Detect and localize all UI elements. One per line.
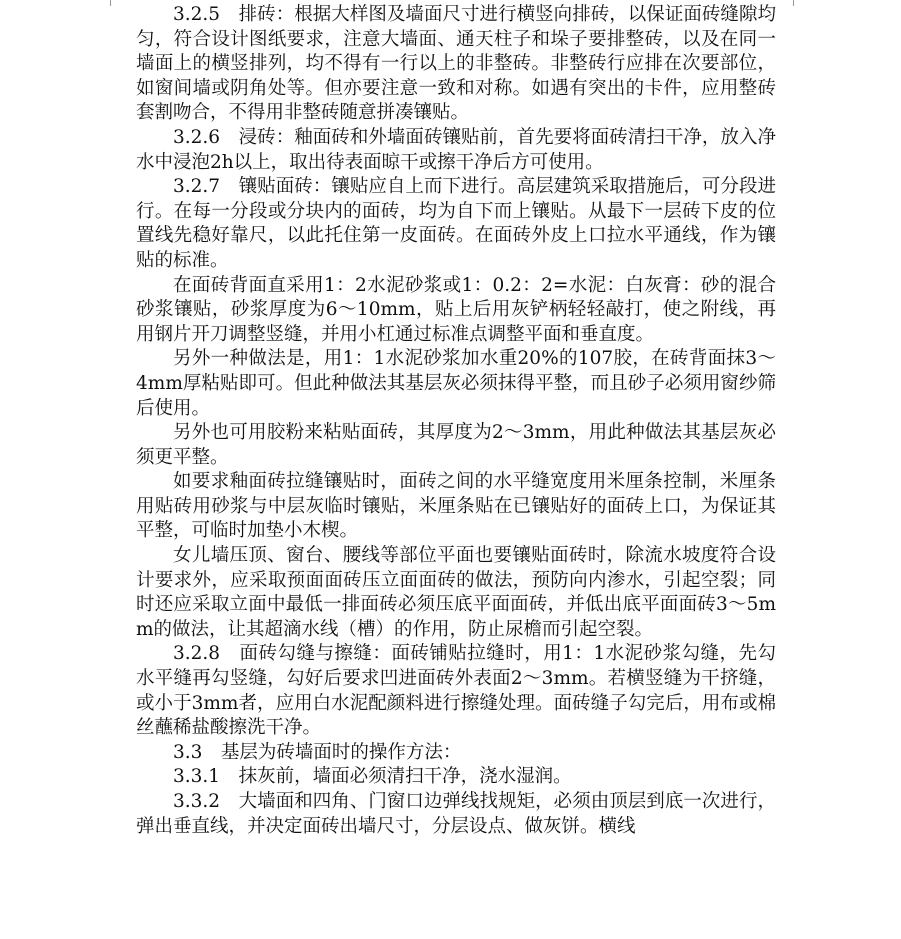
paragraph-3-2-6-soaking-bricks: 3.2.6 浸砖：釉面砖和外墙面砖镶贴前，首先要将面砖清扫干净，放入净水中浸泡2h以上，取出待表面晾干或擦干净后方可使用。 (136, 126, 776, 173)
paragraph-parapet-windowsill: 女儿墙压顶、窗台、腰线等部位平面也要镶贴面砖时，除流水坡度符合设计要求外，应采取预面面砖压立面面砖的做法，预防向内渗水，引起空裂；同时还应采取立面中最低一排面砖必须压底平面面砖，并低出底平面面砖3～5mm的做法，让其超滴水线（槽）的作用，防止尿檐而引起空裂。 (136, 545, 776, 640)
paragraph-3-3-1-cleaning: 3.3.1 抹灰前，墙面必须清扫干净，浇水湿润。 (173, 766, 572, 788)
paragraph-3-2-5-brick-layout: 3.2.5 排砖：根据大样图及墙面尺寸进行横竖向排砖，以保证面砖缝隙均匀，符合设计图纸要求，注意大墙面、通天柱子和垛子要排整砖，以及在同一墙面上的横竖排列，均不得有一行以上的非整砖。非整砖行应排在次要部位，如窗间墙或阴角处等。但亦要注意一致和对称。如遇有突出的卡件，应用整砖套割吻合，不得用非整砖随意拼凑镶贴。 (136, 4, 776, 124)
paragraph-alternative-107-glue: 另外一种做法是，用1：1水泥砂浆加水重20%的107胶，在砖背面抹3～4mm厚粘贴即可。但此种做法其基层灰必须抹得平整，而且砂子必须用窗纱筛后使用。 (136, 348, 776, 419)
paragraph-mortar-method: 在面砖背面直采用1：2水泥砂浆或1：0.2：2=水泥：白灰膏：砂的混合砂浆镶贴，砂浆厚度为6～10mm，贴上后用灰铲柄轻轻敲打，使之附线，再用钢片开刀调整竖缝，并用小杠通过标准点调整平面和垂直度。 (136, 274, 776, 345)
paragraph-3-2-8-pointing: 3.2.8 面砖勾缝与擦缝：面砖铺贴拉缝时，用1：1水泥砂浆勾缝，先勾水平缝再勾竖缝，勾好后要求凹进面砖外表面2～3mm。若横竖缝为干挤缝，或小于3mm者，应用白水泥配颜料进行擦缝处理。面砖缝子勾完后，用布或棉丝蘸稀盐酸擦洗干净。 (136, 643, 776, 739)
page-edge-marker-right (793, 0, 794, 6)
heading-3-3-brick-wall-base: 3.3 基层为砖墙面时的操作方法： (173, 741, 462, 763)
page-edge-marker-left (110, 0, 111, 6)
paragraph-3-2-7-tiling: 3.2.7 镶贴面砖：镶贴应自上而下进行。高层建筑采取措施后，可分段进行。在每一分段或分块内的面砖，均为自下而上镶贴。从最下一层砖下皮的位置线先稳好靠尺，以此托住第一皮面砖。在面砖外皮上口拉水平通线，作为镶贴的标准。 (136, 176, 776, 271)
document-body (136, 3, 776, 839)
paragraph-3-3-2-layout-lines: 3.3.2 大墙面和四角、门窗口边弹线找规矩，必须由顶层到底一次进行，弹出垂直线，并决定面砖出墙尺寸，分层设点、做灰饼。横线 (136, 791, 776, 837)
paragraph-joint-spacing: 如要求釉面砖拉缝镶贴时，面砖之间的水平缝宽度用米厘条控制，米厘条用贴砖用砂浆与中层灰临时镶贴，米厘条贴在已镶贴好的面砖上口，为保证其平整，可临时加垫小木楔。 (136, 471, 776, 542)
paragraph-alternative-powder-glue: 另外也可用胶粉来粘贴面砖，其厚度为2～3mm，用此种做法其基层灰必须更平整。 (136, 422, 776, 468)
